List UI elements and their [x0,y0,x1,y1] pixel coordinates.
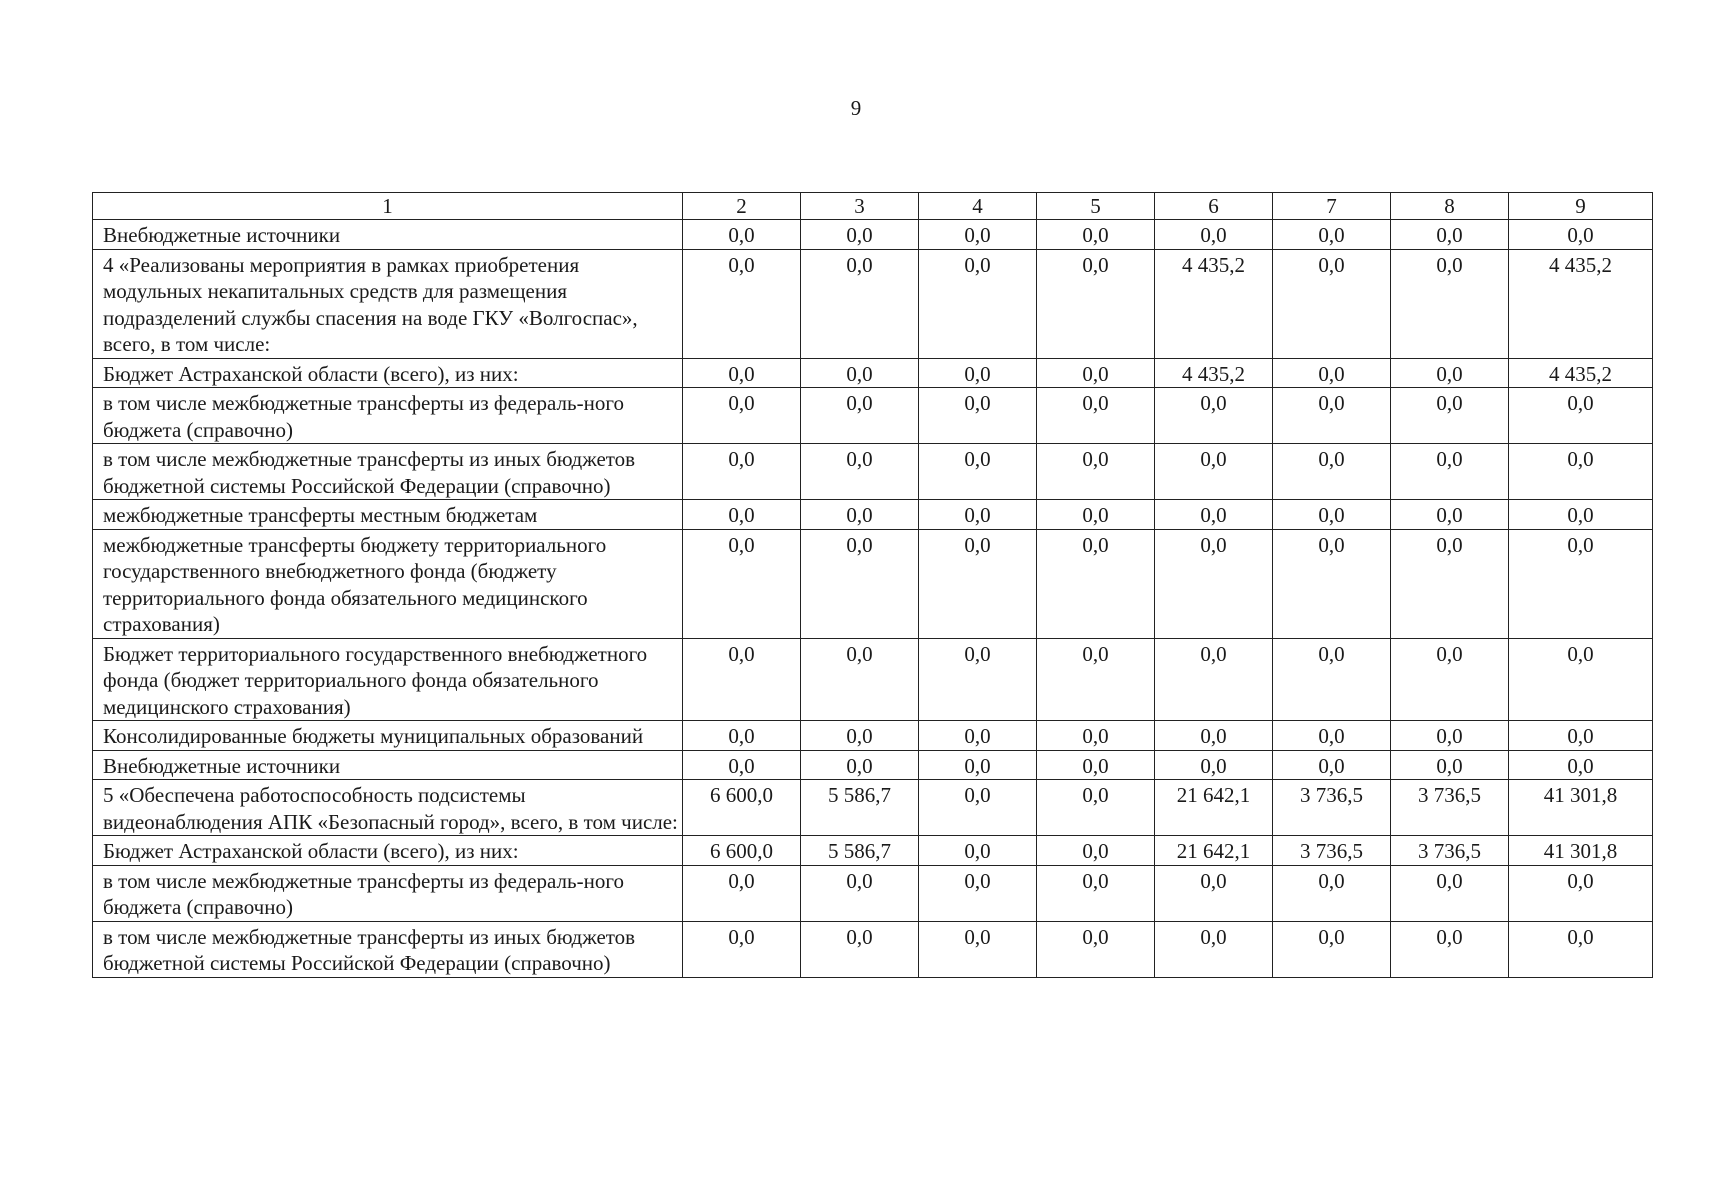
row-value-col-8: 0,0 [1391,721,1509,751]
row-value-col-2: 0,0 [683,865,801,921]
row-value-col-5: 0,0 [1037,836,1155,866]
row-value-col-9: 0,0 [1509,220,1653,250]
table-header-row [93,193,1653,220]
row-value-col-2: 0,0 [683,220,801,250]
row-value-col-3: 0,0 [801,921,919,977]
row-value-col-6: 4 435,2 [1155,358,1273,388]
column-header: 4 [919,193,1037,220]
row-value-col-8: 0,0 [1391,529,1509,638]
table-row [93,249,1653,358]
row-value-col-3: 0,0 [801,249,919,358]
table-row [93,358,1653,388]
row-value-col-8: 0,0 [1391,865,1509,921]
table-row [93,500,1653,530]
row-value-col-5: 0,0 [1037,388,1155,444]
row-value-col-7: 0,0 [1273,529,1391,638]
table-row [93,444,1653,500]
table-row [93,865,1653,921]
row-value-col-9: 0,0 [1509,500,1653,530]
row-value-col-7: 0,0 [1273,388,1391,444]
row-value-col-5: 0,0 [1037,638,1155,721]
row-value-col-2: 0,0 [683,921,801,977]
row-label: Бюджет Астраханской области (всего), из них: [93,836,683,866]
column-header: 2 [683,193,801,220]
row-value-col-2: 0,0 [683,529,801,638]
row-value-col-5: 0,0 [1037,865,1155,921]
row-value-col-6: 0,0 [1155,721,1273,751]
column-header: 3 [801,193,919,220]
table-row [93,780,1653,836]
row-value-col-9: 0,0 [1509,638,1653,721]
row-value-col-6: 0,0 [1155,750,1273,780]
row-value-col-2: 0,0 [683,500,801,530]
row-value-col-4: 0,0 [919,921,1037,977]
row-value-col-6: 0,0 [1155,220,1273,250]
row-label: Внебюджетные источники [93,220,683,250]
row-value-col-7: 0,0 [1273,358,1391,388]
row-value-col-4: 0,0 [919,388,1037,444]
row-value-col-6: 0,0 [1155,529,1273,638]
row-value-col-7: 0,0 [1273,638,1391,721]
row-value-col-7: 0,0 [1273,721,1391,751]
row-label: Бюджет территориального государственного внебюджетного фонда (бюджет территориального фонда обязательного медицинского страхования) [93,638,683,721]
row-value-col-2: 0,0 [683,249,801,358]
row-value-col-6: 0,0 [1155,638,1273,721]
row-value-col-4: 0,0 [919,220,1037,250]
row-value-col-5: 0,0 [1037,220,1155,250]
row-value-col-4: 0,0 [919,249,1037,358]
row-label: 4 «Реализованы мероприятия в рамках приобретения модульных некапитальных средств для размещения подразделений службы спасения на воде ГКУ «Волгоспас», всего, в том числе: [93,249,683,358]
column-header: 5 [1037,193,1155,220]
table-row [93,750,1653,780]
row-label: в том числе межбюджетные трансферты из иных бюджетов бюджетной системы Российской Федерации (справочно) [93,444,683,500]
row-label: Внебюджетные источники [93,750,683,780]
row-value-col-2: 6 600,0 [683,780,801,836]
table-row [93,638,1653,721]
row-label: межбюджетные трансферты бюджету территориального государственного внебюджетного фонда (бюджету территориального фонда обязательного медицинского страхования) [93,529,683,638]
row-value-col-4: 0,0 [919,529,1037,638]
row-value-col-8: 0,0 [1391,220,1509,250]
row-value-col-4: 0,0 [919,500,1037,530]
row-value-col-2: 0,0 [683,750,801,780]
row-value-col-3: 0,0 [801,444,919,500]
row-value-col-9: 4 435,2 [1509,249,1653,358]
row-value-col-9: 0,0 [1509,444,1653,500]
column-header: 7 [1273,193,1391,220]
row-value-col-2: 0,0 [683,721,801,751]
row-value-col-2: 6 600,0 [683,836,801,866]
row-value-col-7: 0,0 [1273,444,1391,500]
row-value-col-5: 0,0 [1037,921,1155,977]
row-value-col-6: 0,0 [1155,500,1273,530]
row-label: в том числе межбюджетные трансферты из федераль-ного бюджета (справочно) [93,388,683,444]
row-value-col-3: 0,0 [801,750,919,780]
row-value-col-2: 0,0 [683,358,801,388]
row-value-col-6: 0,0 [1155,865,1273,921]
row-value-col-5: 0,0 [1037,780,1155,836]
row-value-col-8: 0,0 [1391,249,1509,358]
row-value-col-4: 0,0 [919,865,1037,921]
row-value-col-6: 21 642,1 [1155,836,1273,866]
row-value-col-4: 0,0 [919,444,1037,500]
row-value-col-3: 0,0 [801,638,919,721]
row-value-col-8: 0,0 [1391,500,1509,530]
row-label: межбюджетные трансферты местным бюджетам [93,500,683,530]
budget-table [92,192,1653,978]
column-header: 8 [1391,193,1509,220]
row-value-col-3: 0,0 [801,388,919,444]
row-value-col-4: 0,0 [919,638,1037,721]
column-header: 6 [1155,193,1273,220]
table-row [93,529,1653,638]
table-row [93,220,1653,250]
row-value-col-5: 0,0 [1037,358,1155,388]
row-value-col-3: 5 586,7 [801,836,919,866]
row-value-col-9: 0,0 [1509,750,1653,780]
row-value-col-6: 0,0 [1155,921,1273,977]
row-value-col-4: 0,0 [919,780,1037,836]
row-value-col-4: 0,0 [919,836,1037,866]
table-row [93,721,1653,751]
row-value-col-3: 0,0 [801,220,919,250]
row-value-col-8: 0,0 [1391,638,1509,721]
row-label: Бюджет Астраханской области (всего), из них: [93,358,683,388]
row-value-col-8: 3 736,5 [1391,780,1509,836]
row-value-col-9: 4 435,2 [1509,358,1653,388]
row-value-col-9: 0,0 [1509,529,1653,638]
row-value-col-8: 0,0 [1391,358,1509,388]
row-value-col-9: 0,0 [1509,388,1653,444]
row-value-col-7: 0,0 [1273,500,1391,530]
row-value-col-9: 41 301,8 [1509,780,1653,836]
row-value-col-8: 3 736,5 [1391,836,1509,866]
column-header: 1 [93,193,683,220]
row-value-col-8: 0,0 [1391,388,1509,444]
table-row [93,921,1653,977]
row-value-col-6: 0,0 [1155,388,1273,444]
row-value-col-4: 0,0 [919,750,1037,780]
row-value-col-5: 0,0 [1037,249,1155,358]
row-value-col-3: 0,0 [801,500,919,530]
row-value-col-7: 0,0 [1273,750,1391,780]
row-value-col-3: 0,0 [801,865,919,921]
row-value-col-5: 0,0 [1037,750,1155,780]
row-value-col-8: 0,0 [1391,921,1509,977]
column-header: 9 [1509,193,1653,220]
row-value-col-2: 0,0 [683,638,801,721]
row-label: в том числе межбюджетные трансферты из федераль-ного бюджета (справочно) [93,865,683,921]
table-row [93,836,1653,866]
row-value-col-4: 0,0 [919,721,1037,751]
row-value-col-6: 4 435,2 [1155,249,1273,358]
row-value-col-8: 0,0 [1391,750,1509,780]
table-row [93,388,1653,444]
row-value-col-7: 0,0 [1273,921,1391,977]
row-value-col-8: 0,0 [1391,444,1509,500]
row-value-col-5: 0,0 [1037,444,1155,500]
row-label: Консолидированные бюджеты муниципальных образований [93,721,683,751]
row-value-col-3: 0,0 [801,529,919,638]
row-value-col-4: 0,0 [919,358,1037,388]
row-value-col-9: 0,0 [1509,721,1653,751]
row-value-col-7: 0,0 [1273,249,1391,358]
page-number: 9 [850,96,862,120]
row-value-col-9: 41 301,8 [1509,836,1653,866]
row-value-col-7: 3 736,5 [1273,836,1391,866]
row-value-col-5: 0,0 [1037,500,1155,530]
row-value-col-6: 21 642,1 [1155,780,1273,836]
row-value-col-5: 0,0 [1037,529,1155,638]
row-value-col-3: 0,0 [801,358,919,388]
row-value-col-7: 0,0 [1273,220,1391,250]
row-value-col-2: 0,0 [683,444,801,500]
row-value-col-6: 0,0 [1155,444,1273,500]
row-label: в том числе межбюджетные трансферты из иных бюджетов бюджетной системы Российской Федерации (справочно) [93,921,683,977]
row-value-col-2: 0,0 [683,388,801,444]
row-value-col-9: 0,0 [1509,921,1653,977]
row-value-col-7: 0,0 [1273,865,1391,921]
row-value-col-5: 0,0 [1037,721,1155,751]
row-value-col-7: 3 736,5 [1273,780,1391,836]
row-value-col-3: 5 586,7 [801,780,919,836]
row-value-col-3: 0,0 [801,721,919,751]
row-value-col-9: 0,0 [1509,865,1653,921]
row-label: 5 «Обеспечена работоспособность подсистемы видеонаблюдения АПК «Безопасный город», всего, в том числе: [93,780,683,836]
